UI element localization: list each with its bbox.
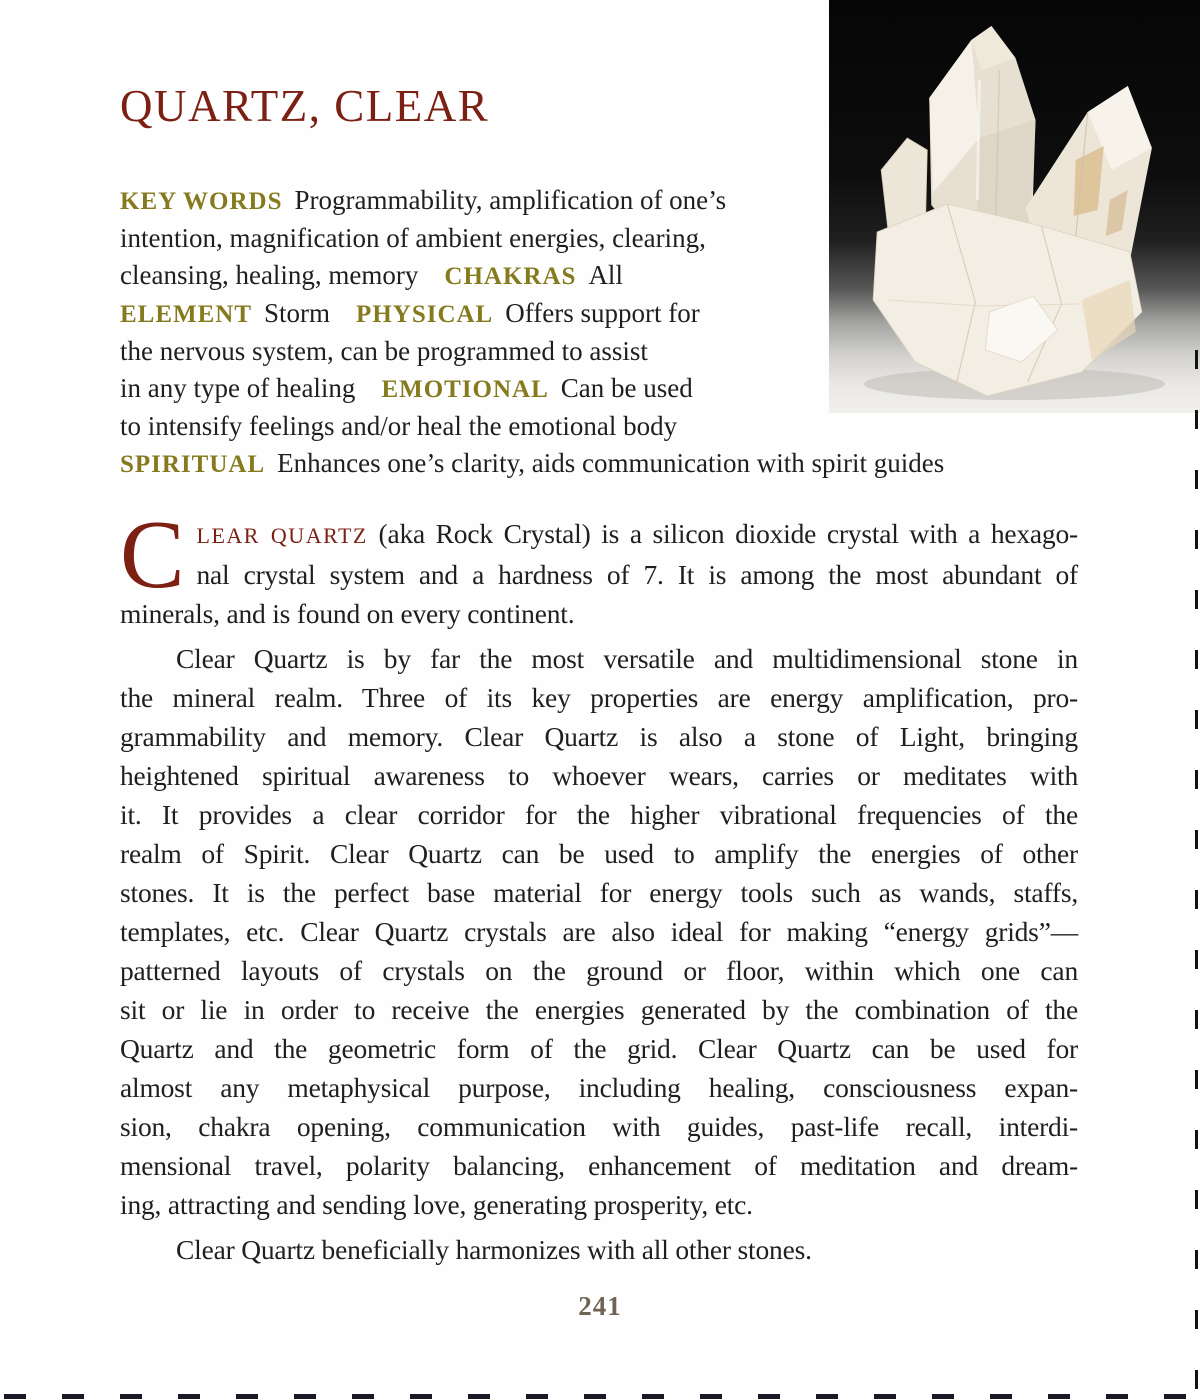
clear-quartz-photo-graphic	[829, 0, 1200, 413]
clear-quartz-photo	[829, 0, 1200, 413]
body-line: templates, etc. Clear Quartz crystals are also ideal for making “energy grids”—	[120, 916, 1078, 947]
body-line: patterned layouts of crystals on the ground or floor, within which one can	[120, 955, 1078, 986]
spiritual-text: Enhances one’s clarity, aids communication with spirit guides	[277, 448, 945, 478]
physical-emotional-line: in any type of healing EMOTIONAL Can be used	[120, 373, 693, 403]
lead-smallcaps: LEAR QUARTZ	[196, 523, 368, 548]
physical-text: Offers support for	[505, 298, 700, 328]
body-line: almost any metaphysical purpose, including healing, consciousness expan-	[120, 1072, 1078, 1103]
spiritual-line	[120, 445, 1040, 483]
body-line: realm of Spirit. Clear Quartz can be used to amplify the energies of other	[120, 838, 1078, 869]
emotional-text: Can be used	[560, 373, 693, 403]
emotional-label: EMOTIONAL	[381, 376, 549, 403]
element-value: Storm	[264, 298, 331, 328]
body-line: minerals, and is found on every continent.	[120, 598, 575, 629]
paragraph-closing	[120, 1230, 1078, 1269]
body-line: the mineral realm. Three of its key properties are energy amplification, pro-	[120, 682, 1078, 713]
spiritual-label: SPIRITUAL	[120, 451, 266, 478]
element-label: ELEMENT	[120, 301, 253, 328]
body-line: heightened spiritual awareness to whoever wears, carries or meditates with	[120, 760, 1078, 791]
page-number: 241	[578, 1291, 622, 1321]
chakras-label: CHAKRAS	[444, 263, 577, 290]
body-line: sion, chakra opening, communication with guides, past-life recall, interdi-	[120, 1111, 1078, 1142]
body-line: grammability and memory. Clear Quartz is also a stone of Light, bringing	[120, 721, 1078, 752]
emotional-line: to intensify feelings and/or heal the emotional body	[120, 411, 678, 441]
page-edge-marks-right	[1195, 350, 1198, 1391]
keywords-line: intention, magnification of ambient energies, clearing,	[120, 223, 706, 253]
body-line: Clear Quartz is by far the most versatile and multidimensional stone in	[176, 643, 1078, 674]
body-line: Clear Quartz beneficially harmonizes with all other stones.	[176, 1234, 812, 1265]
keywords-chakras-line: cleansing, healing, memory CHAKRAS All	[120, 260, 623, 290]
page-edge-marks-bottom	[4, 1394, 1200, 1399]
body-line: stones. It is the perfect base material for energy tools such as wands, staffs,	[120, 877, 1078, 908]
body-line: LEAR QUARTZ (aka Rock Crystal) is a silicon dioxide crystal with a hexago-	[196, 518, 1078, 549]
article-body	[120, 501, 1078, 1269]
physical-line: the nervous system, can be programmed to assist	[120, 336, 648, 366]
keywords-text: Programmability, amplification of one’s	[294, 185, 727, 215]
body-line: sit or lie in order to receive the energies generated by the combination of the	[120, 994, 1078, 1025]
body-line: nal crystal system and a hardness of 7. It is among the most abundant of	[196, 559, 1078, 590]
chakras-value: All	[588, 260, 623, 290]
body-line: mensional travel, polarity balancing, enhancement of meditation and dream-	[120, 1150, 1078, 1181]
body-line: it. It provides a clear corridor for the higher vibrational frequencies of the	[120, 799, 1078, 830]
body-line: ing, attracting and sending love, generating prosperity, etc.	[120, 1189, 753, 1220]
paragraph-intro	[120, 501, 1078, 633]
paragraph-main	[120, 639, 1078, 1224]
page-title: QUARTZ, CLEAR	[120, 81, 490, 131]
drop-cap: C	[120, 501, 185, 608]
body-line: Quartz and the geometric form of the grid. Clear Quartz can be used for	[120, 1033, 1078, 1064]
physical-label: PHYSICAL	[356, 301, 494, 328]
keywords-label: KEY WORDS	[120, 188, 283, 215]
